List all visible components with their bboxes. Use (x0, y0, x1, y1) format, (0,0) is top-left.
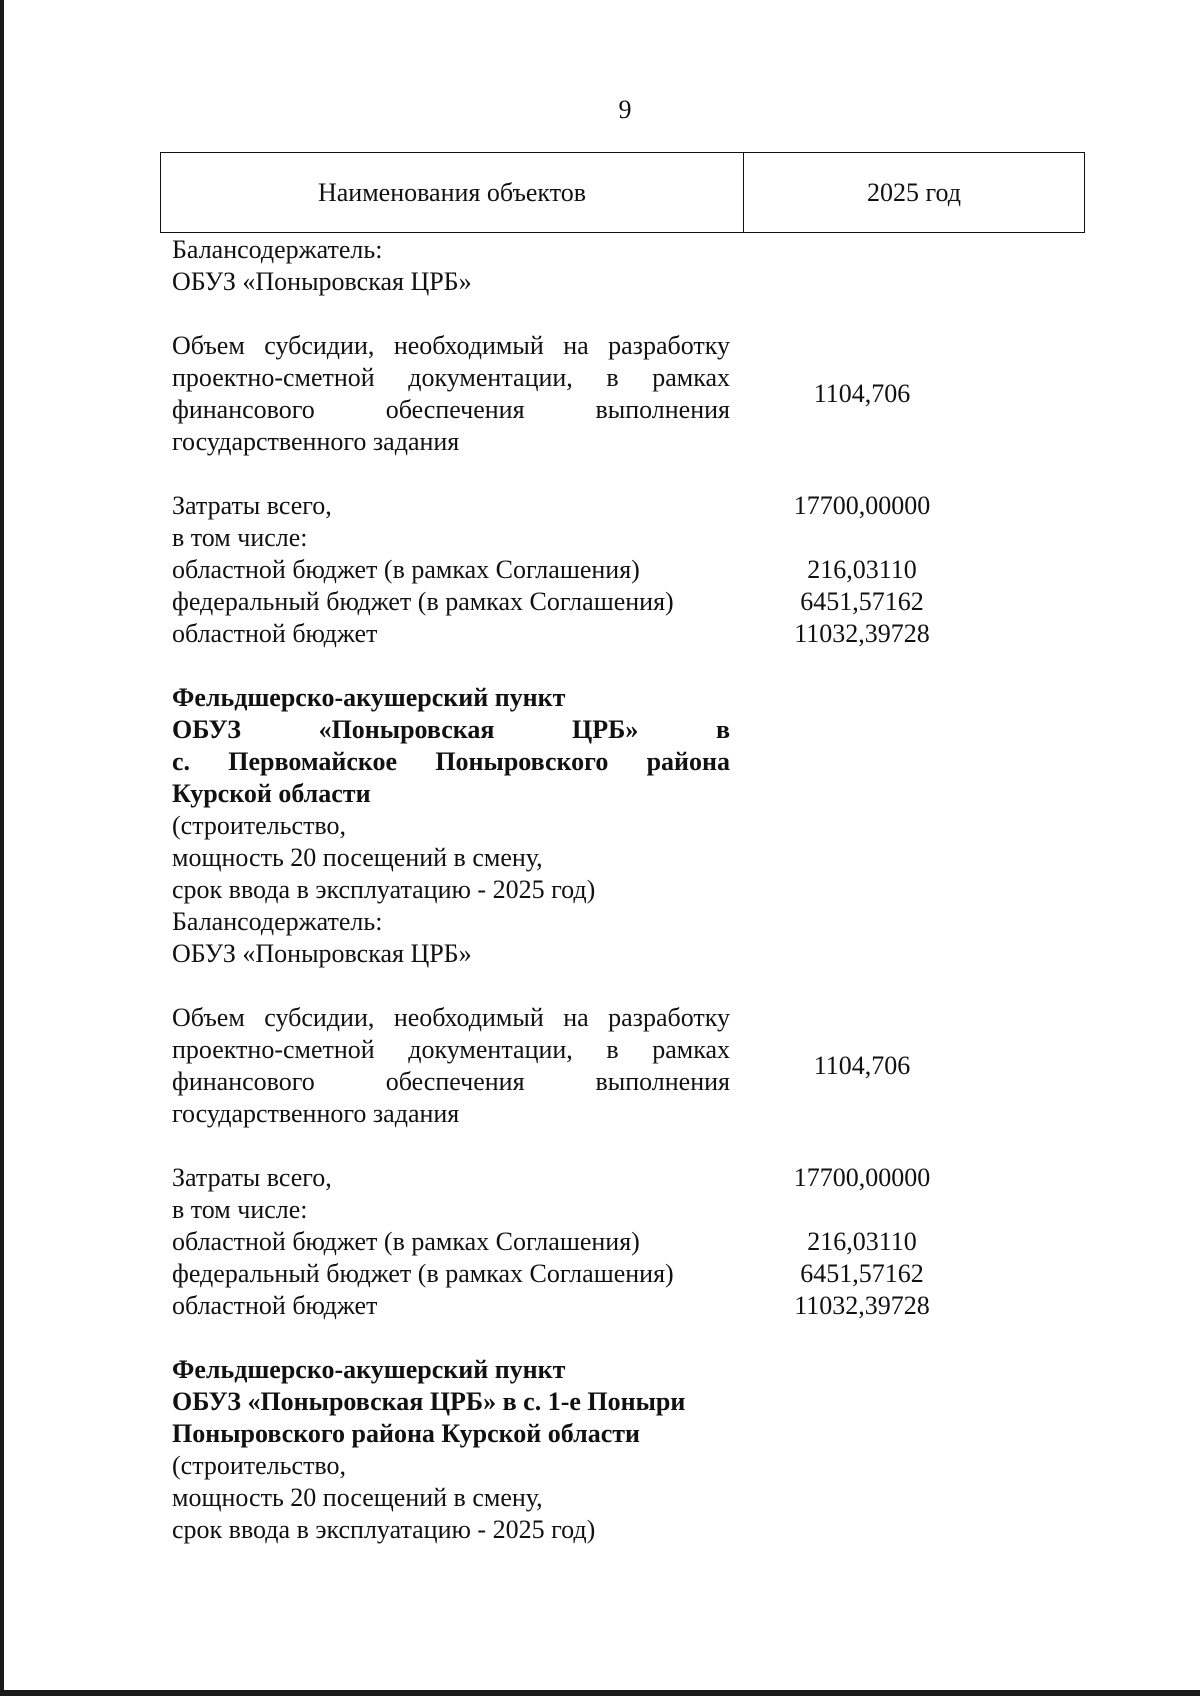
cost-value (730, 522, 994, 554)
cost-value: 17700,00000 (793, 491, 931, 520)
cost-row (172, 490, 1072, 522)
text-line: Балансодержатель: (172, 907, 383, 936)
costs-block-1 (172, 490, 1072, 650)
text-line: мощность 20 посещений в смену, (172, 843, 543, 872)
cost-row (172, 618, 1072, 650)
cost-row (172, 586, 1072, 618)
text-line: ОБУЗ «Поныровская ЦРБ» (172, 267, 472, 296)
cost-value: 216,03110 (807, 555, 917, 584)
column-header-year: 2025 год (867, 177, 961, 207)
subsidy-block-1 (172, 330, 1072, 458)
cost-label: в том числе: (172, 523, 308, 552)
subsidy-value: 1104,706 (813, 1051, 911, 1080)
object-block-3 (172, 1354, 1072, 1546)
costs-block-2 (172, 1162, 1072, 1322)
text-line: мощность 20 посещений в смену, (172, 1483, 543, 1512)
text-line: Объем субсидии, необходимый на разработку (172, 331, 730, 360)
object-block-2 (172, 682, 1072, 970)
text-line: (строительство, (172, 811, 347, 840)
text-line: финансового обеспечения выполнения (172, 395, 730, 424)
cost-row (172, 1162, 1072, 1194)
object-title-line: Курской области (172, 779, 371, 808)
document-body (172, 234, 1072, 1578)
object-title-line: Фельдшерско-акушерский пункт (172, 683, 566, 712)
cost-value: 216,03110 (807, 1227, 917, 1256)
object-title-line: ОБУЗ «Поныровская ЦРБ» в с. 1-е Поныри (172, 1387, 686, 1416)
subsidy-block-2 (172, 1002, 1072, 1130)
cost-label: областной бюджет (в рамках Соглашения) (172, 1227, 640, 1256)
text-line: ОБУЗ «Поныровская ЦРБ» (172, 939, 472, 968)
scan-edge-left (0, 0, 4, 1696)
cost-row (172, 1290, 1072, 1322)
text-line: Балансодержатель: (172, 235, 383, 264)
object-title-line: Поныровского района Курской области (172, 1419, 640, 1448)
text-line: (строительство, (172, 1451, 347, 1480)
scan-edge-bottom (0, 1690, 1200, 1696)
cost-label: Затраты всего, (172, 1163, 332, 1192)
text-line: срок ввода в эксплуатацию - 2025 год) (172, 875, 596, 904)
page-number: 9 (618, 95, 632, 124)
balance-holder-block-1 (172, 234, 1072, 298)
subsidy-value: 1104,706 (813, 379, 911, 408)
cost-row (172, 522, 1072, 554)
text-line: Объем субсидии, необходимый на разработку (172, 1003, 730, 1032)
cost-label: в том числе: (172, 1195, 308, 1224)
cost-label: Затраты всего, (172, 491, 332, 520)
cost-value: 11032,39728 (794, 619, 930, 648)
cost-row (172, 1258, 1072, 1290)
cost-label: областной бюджет (172, 1291, 378, 1320)
table-header (160, 152, 1085, 233)
cost-row (172, 1194, 1072, 1226)
text-line: проектно-сметной документации, в рамках (172, 363, 730, 392)
cost-label: областной бюджет (в рамках Соглашения) (172, 555, 640, 584)
cost-row (172, 554, 1072, 586)
text-line: срок ввода в эксплуатацию - 2025 год) (172, 1515, 596, 1544)
column-header-names: Наименования объектов (161, 153, 744, 232)
cost-value: 6451,57162 (800, 587, 924, 616)
cost-value: 17700,00000 (793, 1163, 931, 1192)
object-title-line: с. Первомайское Поныровского района (172, 747, 730, 776)
object-title-line: Фельдшерско-акушерский пункт (172, 1355, 566, 1384)
object-title-line: ОБУЗ «Поныровская ЦРБ» в (172, 715, 730, 744)
cost-value: 11032,39728 (794, 1291, 930, 1320)
cost-row (172, 1226, 1072, 1258)
cost-label: федеральный бюджет (в рамках Соглашения) (172, 587, 674, 616)
cost-label: федеральный бюджет (в рамках Соглашения) (172, 1259, 674, 1288)
text-line: государственного задания (172, 1099, 460, 1128)
text-line: проектно-сметной документации, в рамках (172, 1035, 730, 1064)
text-line: государственного задания (172, 427, 460, 456)
cost-value (730, 1194, 994, 1226)
cost-value: 6451,57162 (800, 1259, 924, 1288)
cost-label: областной бюджет (172, 619, 378, 648)
text-line: финансового обеспечения выполнения (172, 1067, 730, 1096)
